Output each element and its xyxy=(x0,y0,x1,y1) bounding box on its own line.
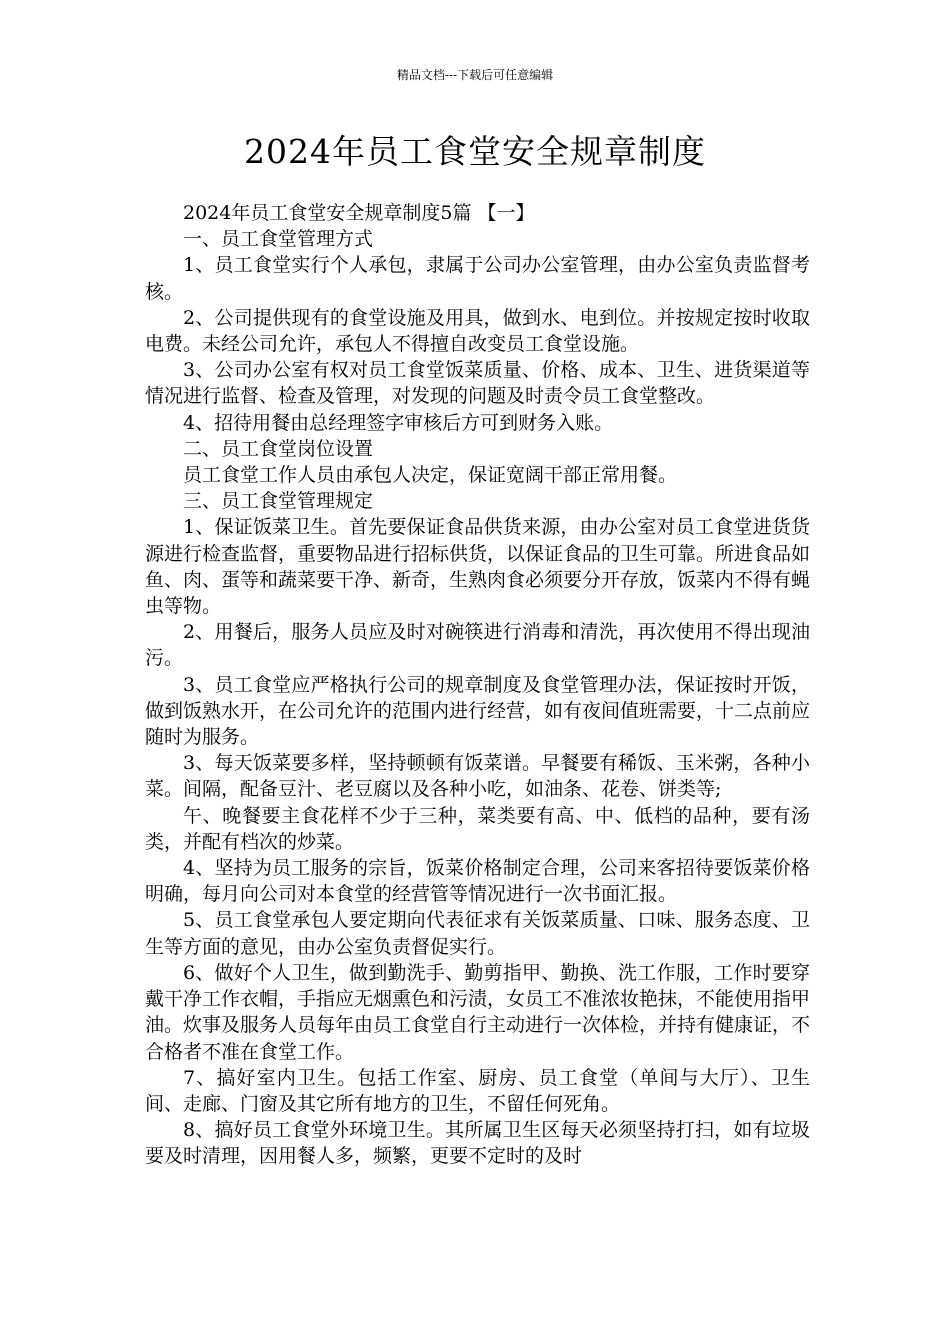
paragraph: 8、搞好员工食堂外环境卫生。其所属卫生区每天必须坚持打扫，如有垃圾要及时清理，因用餐人多，频繁，更要不定时的及时 xyxy=(145,1119,810,1168)
paragraph: 6、做好个人卫生，做到勤洗手、勤剪指甲、勤换、洗工作服，工作时要穿戴干净工作衣帽，手指应无烟熏色和污渍，女员工不准浓妆艳抹，不能使用指甲油。炊事及服务人员每年由员工食堂自行主动进行一次体检，并持有健康证，不合格者不准在食堂工作。 xyxy=(145,961,811,1063)
paragraph: 午、晚餐要主食花样不少于三种，菜类要有高、中、低档的品种，要有汤类，并配有档次的炒菜。 xyxy=(145,804,810,853)
paragraph: 1、保证饭菜卫生。首先要保证食品供货来源，由办公室对员工食堂进货货源进行检查监督，重要物品进行招标供货，以保证食品的卫生可靠。所进食品如鱼、肉、蛋等和蔬菜要干净、新奇，生熟肉食必须要分开存放，饭菜内不得有蝇虫等物。 xyxy=(145,516,811,618)
paragraph: 4、坚持为员工服务的宗旨，饭菜价格制定合理，公司来客招待要饭菜价格明确，每月向公司对本食堂的经营管等情况进行一次书面汇报。 xyxy=(145,857,810,906)
document-body xyxy=(145,200,810,1170)
paragraph: 1、员工食堂实行个人承包，隶属于公司办公室管理，由办公室负责监督考核。 xyxy=(145,254,810,303)
paragraph: 2、用餐后，服务人员应及时对碗筷进行消毒和清洗，再次使用不得出现油污。 xyxy=(145,621,810,670)
document-title: 2024年员工食堂安全规章制度 xyxy=(244,132,706,171)
section-heading: 二、员工食堂岗位设置 xyxy=(183,437,374,460)
section-heading: 2024年员工食堂安全规章制度5篇 【一】 xyxy=(183,202,535,224)
paragraph: 5、员工食堂承包人要定期向代表征求有关饭菜质量、口味、服务态度、卫生等方面的意见，由办公室负责督促实行。 xyxy=(145,909,810,958)
paragraph: 7、搞好室内卫生。包括工作室、厨房、员工食堂（单间与大厅）、卫生间、走廊、门窗及其它所有地方的卫生，不留任何死角。 xyxy=(145,1066,810,1115)
section-heading: 一、员工食堂管理方式 xyxy=(183,228,374,251)
paragraph: 员工食堂工作人员由承包人决定，保证宽阔干部正常用餐。 xyxy=(183,464,678,487)
paragraph: 3、员工食堂应严格执行公司的规章制度及食堂管理办法，保证按时开饭，做到饭熟水开，在公司允许的范围内进行经营，如有夜间值班需要，十二点前应随时为服务。 xyxy=(145,673,811,749)
section-heading: 三、员工食堂管理规定 xyxy=(183,490,374,513)
header-note: 精品文档---下载后可任意编辑 xyxy=(396,68,554,82)
paragraph: 3、每天饭菜要多样，坚持顿顿有饭菜谱。早餐要有稀饭、玉米粥，各种小菜。间隔，配备豆汁、老豆腐以及各种小吃，如油条、花卷、饼类等; xyxy=(145,752,810,801)
paragraph: 4、招待用餐由总经理签字审核后方可到财务入账。 xyxy=(183,411,614,434)
paragraph: 2、公司提供现有的食堂设施及用具，做到水、电到位。并按规定按时收取电费。未经公司允许，承包人不得擅自改变员工食堂设施。 xyxy=(145,306,810,356)
paragraph: 3、公司办公室有权对员工食堂饭菜质量、价格、成本、卫生、进货渠道等情况进行监督、检查及管理，对发现的问题及时责令员工食堂整改。 xyxy=(145,359,810,408)
